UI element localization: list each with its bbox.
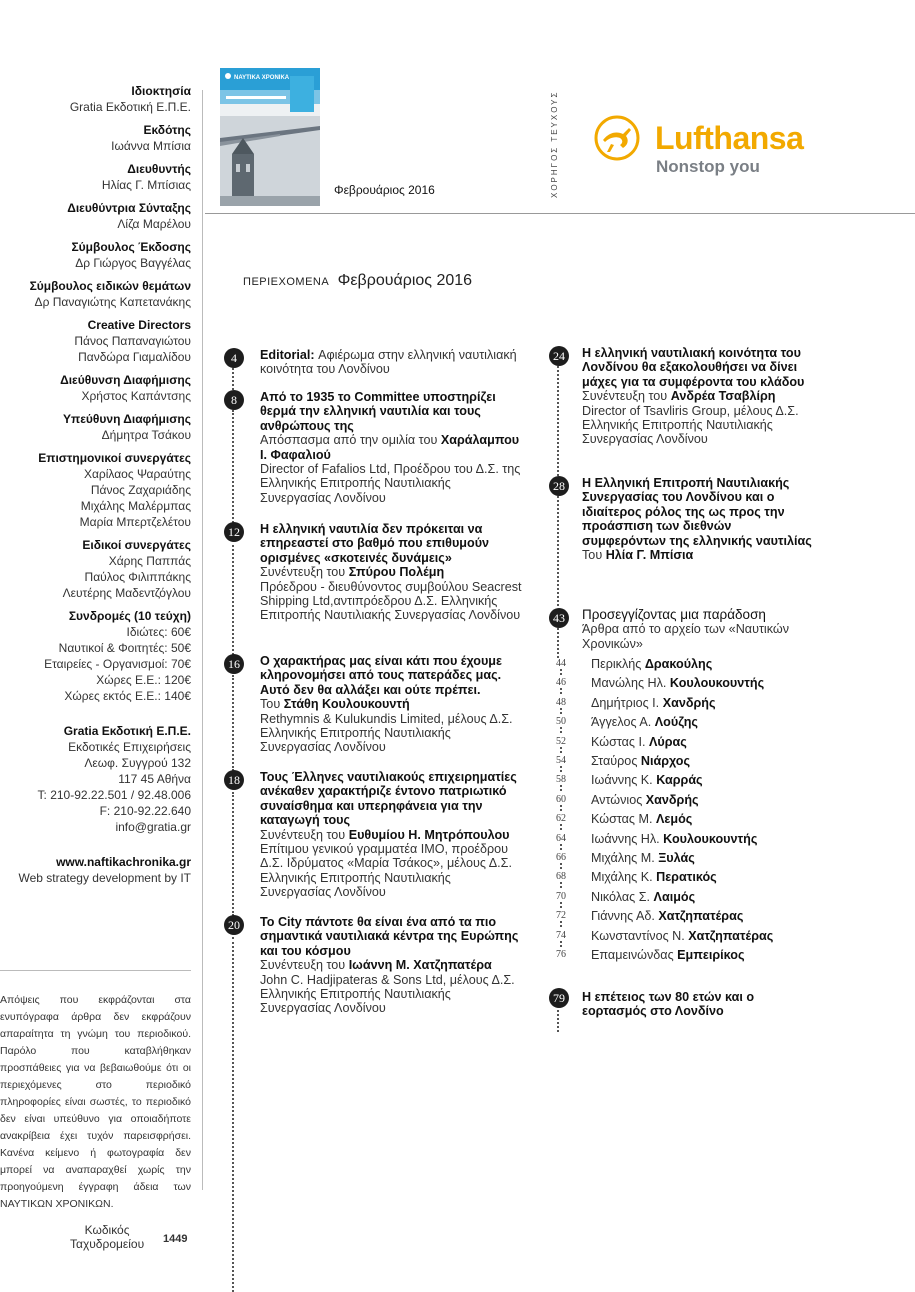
sponsor-brand: Lufthansa bbox=[655, 120, 804, 156]
contents-issue: Φεβρουάριος 2016 bbox=[337, 272, 473, 289]
page-badge: 20 bbox=[224, 915, 244, 935]
toc-entry-affiliation: Rethymnis & Kulukundis Limited, μέλους Δ.Σ. Ελληνικής Επιτροπής Ναυτιλιακής Συνεργασίας Λονδίνου bbox=[260, 711, 513, 755]
archive-page-number: 52 bbox=[556, 735, 566, 747]
archive-author[interactable] bbox=[591, 793, 699, 807]
masthead bbox=[0, 84, 191, 894]
author-first-name: Μιχάλης Μ. bbox=[591, 851, 659, 865]
masthead-role: Σύμβουλος ειδικών θεμάτων bbox=[29, 279, 191, 293]
toc-entry-byline bbox=[260, 958, 525, 972]
dotted-rule bbox=[560, 863, 562, 869]
publisher-line: 117 45 Αθήνα bbox=[118, 772, 191, 786]
masthead-name: Πάνος Παπαναγιώτου bbox=[74, 334, 191, 348]
author-first-name: Νικόλας Σ. bbox=[591, 889, 654, 904]
toc-entry[interactable] bbox=[582, 346, 817, 447]
cover-masthead: ΝΑΥΤΙΚΑ ΧΡΟΝΙΚΑ bbox=[234, 75, 290, 81]
publisher-name: Gratia Εκδοτική Ε.Π.Ε. bbox=[63, 724, 191, 738]
masthead-name: Μαρία Μπερτζελέτου bbox=[79, 515, 191, 529]
byline-person: Ιωάννη Μ. Χατζηπατέρα bbox=[348, 958, 492, 973]
dotted-rule bbox=[560, 902, 562, 908]
dotted-rule bbox=[557, 1010, 559, 1032]
masthead-name: Χώρες Ε.Ε.: 120€ bbox=[96, 673, 191, 687]
toc-entry-title: Προσεγγίζοντας μια παράδοση bbox=[582, 607, 766, 622]
dotted-rule bbox=[560, 669, 562, 675]
byline-prefix: Του bbox=[582, 548, 606, 563]
author-last-name: Κουλουκουντής bbox=[663, 831, 758, 846]
masthead-name: Χρήστος Καπάντσης bbox=[81, 389, 191, 403]
dotted-rule bbox=[232, 545, 234, 655]
author-first-name: Γιάννης Αδ. bbox=[591, 909, 659, 924]
archive-author[interactable] bbox=[591, 812, 692, 826]
dotted-rule bbox=[560, 921, 562, 927]
author-last-name: Κουλουκουντής bbox=[669, 676, 765, 691]
masthead-block bbox=[0, 373, 191, 404]
masthead-name: Ιδιώτες: 60€ bbox=[126, 625, 191, 639]
author-first-name: Δημήτριος Ι. bbox=[591, 695, 663, 710]
archive-author[interactable] bbox=[591, 948, 745, 962]
dotted-rule bbox=[560, 785, 562, 791]
author-last-name: Καρράς bbox=[656, 773, 703, 788]
toc-entry-headline: Η επέτειος των 80 ετών και ο εορτασμός στο Λονδίνο bbox=[582, 990, 755, 1019]
toc-entry-affiliation: Επίτιμου γενικού γραμματέα ΙΜΟ, προέδρου Δ.Σ. Ιδρύματος «Μαρία Τσάκος», μέλους Δ.Σ. Ελληνικής Επιτροπής Ναυτιλιακής Συνεργασίας Λονδίνου bbox=[260, 842, 512, 900]
archive-author[interactable] bbox=[591, 696, 716, 710]
contents-label: ΠΕΡΙΕΧΟΜΕΝΑ bbox=[243, 276, 330, 288]
page-badge: 28 bbox=[549, 476, 569, 496]
archive-author[interactable] bbox=[591, 851, 695, 865]
masthead-role: Συνδρομές (10 τεύχη) bbox=[68, 609, 191, 623]
page-badge: 43 bbox=[549, 608, 569, 628]
postal-code-number: 1449 bbox=[163, 1233, 188, 1245]
author-first-name: Περικλής bbox=[591, 657, 645, 671]
masthead-name: Δήμητρα Τσάκου bbox=[101, 428, 191, 442]
author-last-name: Λαιμός bbox=[653, 889, 696, 904]
dotted-rule bbox=[560, 844, 562, 850]
archive-author[interactable] bbox=[591, 715, 698, 729]
toc-entry-subtitle: Άρθρα από το αρχείο των «Ναυτικών Χρονικών» bbox=[582, 622, 789, 651]
masthead-name: Εταιρείες - Οργανισμοί: 70€ bbox=[44, 657, 191, 671]
masthead-name: Παύλος Φιλιππάκης bbox=[84, 570, 191, 584]
toc-entry-headline: Η ελληνική ναυτιλία δεν πρόκειται να επηρεαστεί στο βαθμό που επιθυμούν ορισμένες «σκοτεινές δυνάμεις» bbox=[260, 522, 490, 565]
byline-prefix: Συνέντευξη του bbox=[582, 389, 671, 404]
toc-entry[interactable] bbox=[260, 770, 525, 900]
masthead-role: Διευθύντρια Σύνταξης bbox=[67, 201, 191, 215]
byline-person: Σπύρου Πολέμη bbox=[348, 565, 445, 580]
author-last-name: Χατζηπατέρας bbox=[658, 909, 744, 924]
toc-entry-affiliation: Director of Tsavliris Group, μέλους Δ.Σ. Ελληνικής Επιτροπής Ναυτιλιακής Συνεργασίας Λονδίνου bbox=[582, 403, 799, 447]
masthead-role: Ιδιοκτησία bbox=[131, 84, 191, 98]
archive-author[interactable] bbox=[591, 735, 687, 749]
toc-entry-byline bbox=[260, 697, 525, 711]
archive-page-number: 66 bbox=[556, 852, 566, 863]
dotted-rule bbox=[232, 410, 234, 526]
masthead-name: Λίζα Μαρέλου bbox=[117, 217, 191, 231]
page-badge: 18 bbox=[224, 770, 244, 790]
toc-entry-label: Editorial: bbox=[260, 348, 319, 362]
toc-entry[interactable] bbox=[260, 654, 525, 755]
publisher-line: info@gratia.gr bbox=[115, 820, 191, 834]
toc-entry[interactable] bbox=[582, 608, 817, 651]
toc-entry[interactable] bbox=[260, 390, 525, 505]
web-credit: Web strategy development by IT bbox=[18, 871, 191, 885]
author-last-name: Εμπειρίκος bbox=[677, 948, 745, 962]
toc-entry-affiliation: Director of Fafalios Ltd, Προέδρου του Δ.Σ. της Ελληνικής Επιτροπής Ναυτιλιακής Συνεργασίας Λονδίνου bbox=[260, 462, 521, 505]
toc-entry-headline: Το City πάντοτε θα είναι ένα από τα πιο σημαντικά ναυτιλιακά κέντρα της Ευρώπης και του κόσμου bbox=[260, 915, 519, 958]
sponsor-label: ΧΟΡΗΓΟΣ ΤΕΥΧΟΥΣ bbox=[550, 90, 559, 198]
sponsor-tagline: Nonstop you bbox=[656, 157, 760, 176]
page-badge: 12 bbox=[224, 522, 244, 542]
toc-entry-headline: Από το 1935 το Committee υποστηρίζει θερμά την ελληνική ναυτιλία και τους ανθρώπους της bbox=[260, 390, 496, 433]
dotted-rule bbox=[557, 366, 559, 476]
archive-page-number: 48 bbox=[556, 696, 566, 708]
masthead-name: Χαρίλαος Ψαραύτης bbox=[83, 467, 191, 481]
dotted-rule bbox=[557, 628, 559, 658]
masthead-role: Ειδικοί συνεργάτες bbox=[82, 538, 191, 552]
dotted-rule bbox=[560, 747, 562, 753]
masthead-block bbox=[0, 162, 191, 193]
dotted-rule bbox=[557, 496, 559, 606]
archive-author[interactable] bbox=[591, 890, 695, 904]
author-last-name: Λούζης bbox=[654, 715, 698, 730]
archive-page-number: 76 bbox=[556, 949, 566, 960]
archive-author[interactable] bbox=[591, 676, 764, 690]
archive-page-number: 58 bbox=[556, 774, 566, 786]
archive-author[interactable] bbox=[591, 870, 717, 884]
archive-page-number: 62 bbox=[556, 813, 566, 825]
archive-author[interactable] bbox=[591, 657, 712, 671]
postal-code-label: Κωδικός Ταχυδρομείου bbox=[70, 1223, 145, 1251]
dotted-rule bbox=[560, 941, 562, 947]
web-block bbox=[0, 855, 191, 886]
masthead-role: Υπεύθυνη Διαφήμισης bbox=[63, 412, 191, 426]
byline-person: Ανδρέα Τσαβλίρη bbox=[670, 389, 776, 404]
masthead-name: Ηλίας Γ. Μπίσιας bbox=[101, 178, 191, 192]
masthead-role: Creative Directors bbox=[87, 318, 191, 332]
archive-page-number: 50 bbox=[556, 716, 566, 728]
byline-prefix: Απόσπασμα από την ομιλία του bbox=[260, 433, 441, 448]
author-last-name: Λύρας bbox=[649, 734, 687, 749]
author-first-name: Επαμεινώνδας bbox=[591, 948, 678, 962]
toc-entry-affiliation: Πρόεδρου - διευθύνοντος συμβούλου Seacrest Shipping Ltd,αντιπρόεδρου Δ.Σ. Ελληνικής Επιτροπής Ναυτιλιακής Συνεργασίας Λονδίνου bbox=[260, 579, 522, 623]
toc-entry-headline: Η ελληνική ναυτιλιακή κοινότητα του Λονδίνου θα εξακολουθήσει να δίνει μάχες για τα συμφέροντα του κλάδου bbox=[582, 346, 805, 389]
toc-entry-byline bbox=[582, 548, 817, 562]
toc-entry-byline bbox=[582, 389, 817, 403]
masthead-block bbox=[0, 279, 191, 310]
byline-person: Ευθυμίου Η. Μητρόπουλου bbox=[348, 827, 510, 842]
dotted-rule bbox=[232, 675, 234, 771]
masthead-block bbox=[0, 318, 191, 365]
masthead-block bbox=[0, 123, 191, 154]
archive-author[interactable] bbox=[591, 909, 743, 923]
publisher-line: T: 210-92.22.501 / 92.48.006 bbox=[37, 788, 191, 802]
author-first-name: Άγγελος Α. bbox=[591, 715, 655, 730]
dotted-rule bbox=[232, 937, 234, 1292]
dotted-rule bbox=[560, 766, 562, 772]
archive-page-number: 60 bbox=[556, 793, 566, 805]
page-badge: 79 bbox=[549, 988, 569, 1008]
masthead-role: Διευθυντής bbox=[127, 162, 191, 176]
masthead-block bbox=[0, 201, 191, 232]
dotted-rule bbox=[560, 824, 562, 830]
contents-heading bbox=[243, 272, 472, 290]
author-last-name: Χανδρής bbox=[662, 695, 716, 710]
masthead-role: Επιστημονικοί συνεργάτες bbox=[38, 451, 191, 465]
byline-person: Χαράλαμπου Ι. Φαφαλιού bbox=[260, 433, 520, 462]
archive-page-number: 64 bbox=[556, 832, 566, 844]
masthead-name: Δρ Γιώργος Βαγγέλας bbox=[75, 256, 191, 270]
archive-author[interactable] bbox=[591, 832, 757, 846]
masthead-name: Λευτέρης Μαδεντζόγλου bbox=[62, 586, 191, 600]
author-first-name: Αντώνιος bbox=[591, 792, 646, 807]
masthead-name: Ναυτικοί & Φοιτητές: 50€ bbox=[58, 641, 191, 655]
toc-entry[interactable] bbox=[260, 522, 525, 623]
toc-entry-title: Αφιέρωμα στην ελληνική ναυτιλιακή κοινότητα του Λονδίνου bbox=[260, 348, 517, 377]
sidebar-rule bbox=[0, 970, 191, 971]
byline-person: Ηλία Γ. Μπίσια bbox=[605, 548, 694, 563]
publisher-line: Λεωφ. Συγγρού 132 bbox=[84, 756, 191, 770]
masthead-name: Χώρες εκτός Ε.Ε.: 140€ bbox=[64, 689, 191, 703]
page-badge: 24 bbox=[549, 346, 569, 366]
archive-author[interactable] bbox=[591, 754, 690, 768]
masthead-name: Χάρης Παππάς bbox=[108, 554, 191, 568]
dotted-rule bbox=[232, 792, 234, 916]
toc-entry-byline bbox=[260, 828, 525, 842]
masthead-role: Σύμβουλος Έκδοσης bbox=[71, 240, 191, 254]
publisher-line: Εκδοτικές Επιχειρήσεις bbox=[68, 740, 191, 754]
masthead-name: Πάνος Ζαχαριάδης bbox=[90, 483, 191, 497]
masthead-name: Πανδώρα Γιαμαλίδου bbox=[78, 350, 191, 364]
archive-page-number: 70 bbox=[556, 890, 566, 902]
dotted-rule bbox=[560, 708, 562, 714]
masthead-block bbox=[0, 412, 191, 443]
column-divider bbox=[202, 90, 203, 1190]
toc-entry[interactable] bbox=[260, 348, 525, 377]
author-last-name: Ξυλάς bbox=[658, 851, 695, 865]
website-link[interactable]: www.naftikachronika.gr bbox=[56, 855, 191, 869]
lufthansa-crane-icon bbox=[593, 114, 641, 162]
toc-entry[interactable] bbox=[582, 990, 817, 1019]
page-badge: 8 bbox=[224, 390, 244, 410]
toc-entry-headline: Τους Έλληνες ναυτιλιακούς επιχειρηματίες ανέκαθεν χαρακτήριζε έντονο πατριωτικό συναίσθημα και υπερηφάνεια για την καταγωγή τους bbox=[260, 770, 517, 828]
archive-page-number: 54 bbox=[556, 755, 566, 766]
magazine-cover-image bbox=[220, 68, 320, 206]
publisher-block bbox=[0, 724, 191, 835]
author-last-name: Νιάρχος bbox=[640, 754, 691, 768]
dotted-rule bbox=[560, 727, 562, 733]
toc-entry-headline: Ο χαρακτήρας μας είναι κάτι που έχουμε κληρονομήσει από τους πατεράδες μας. Αυτό δεν θα αλλάξει και ούτε πρέπει. bbox=[260, 654, 502, 697]
header-rule bbox=[205, 213, 915, 214]
author-first-name: Κωνσταντίνος Ν. bbox=[591, 928, 689, 943]
masthead-name: Gratia Εκδοτική Ε.Π.Ε. bbox=[69, 100, 191, 114]
author-last-name: Χατζηπατέρας bbox=[688, 928, 774, 943]
author-last-name: Περατικός bbox=[656, 870, 717, 885]
dotted-rule bbox=[560, 688, 562, 694]
author-last-name: Λεμός bbox=[656, 812, 693, 827]
masthead-name: Ιωάννα Μπίσια bbox=[111, 139, 191, 153]
toc-entry-byline bbox=[260, 565, 525, 579]
author-first-name: Μανώλης Ηλ. bbox=[591, 676, 670, 691]
author-first-name: Κώστας Ι. bbox=[591, 734, 649, 749]
author-first-name: Μιχάλης Κ. bbox=[591, 870, 657, 885]
archive-page-number: 74 bbox=[556, 929, 566, 941]
masthead-block bbox=[0, 84, 191, 115]
masthead-block bbox=[0, 451, 191, 530]
publisher-line: F: 210-92.22.640 bbox=[99, 804, 191, 818]
archive-author[interactable] bbox=[591, 773, 703, 787]
masthead-block bbox=[0, 538, 191, 601]
archive-page-number: 72 bbox=[556, 910, 566, 922]
author-first-name: Κώστας Μ. bbox=[591, 812, 656, 827]
archive-page-number: 44 bbox=[556, 658, 566, 669]
byline-person: Στάθη Κουλουκουντή bbox=[283, 697, 410, 712]
masthead-block bbox=[0, 240, 191, 271]
archive-page-number: 68 bbox=[556, 871, 566, 883]
archive-page-number: 46 bbox=[556, 677, 566, 689]
page-badge: 4 bbox=[224, 348, 244, 368]
page-badge: 16 bbox=[224, 654, 244, 674]
toc-entry-byline bbox=[260, 433, 525, 462]
masthead-block bbox=[0, 609, 191, 704]
masthead-role: Διεύθυνση Διαφήμισης bbox=[60, 373, 191, 387]
author-last-name: Χανδρής bbox=[645, 792, 699, 807]
author-last-name: Δρακούλης bbox=[644, 657, 713, 671]
masthead-name: Μιχάλης Μαλέρμπας bbox=[80, 499, 191, 513]
cover-date: Φεβρουάριος 2016 bbox=[334, 183, 435, 197]
byline-prefix: Συνέντευξη του bbox=[260, 565, 349, 580]
author-first-name: Ιωάννης Ηλ. bbox=[591, 831, 664, 846]
disclaimer-text: Απόψεις που εκφράζονται στα ενυπόγραφα άρθρα δεν εκφράζουν απαραίτητα τη γνώμη του περιοδικού. Παρόλο που καταβλήθηκαν προσπάθειες για να βεβαιωθούμε ότι οι περιεχόμενες στο περιοδικό πληροφορίες είναι σωστές, το περιοδικό δεν είναι υπεύθυνο για οποιαδήποτε ανακρίβεια έχει τυχόν παρεισφρήσει. Κανένα κείμενο ή φωτογραφία δεν μπορεί να αναπαραχθεί χωρίς την προηγούμενη έγγραφη άδεια των ΝΑΥΤΙΚΩΝ ΧΡΟΝΙΚΩΝ. bbox=[0, 994, 191, 1210]
toc-entry[interactable] bbox=[260, 915, 525, 1016]
masthead-name: Δρ Παναγιώτης Καπετανάκης bbox=[34, 295, 191, 309]
masthead-role: Εκδότης bbox=[143, 123, 191, 137]
toc-entry[interactable] bbox=[582, 476, 817, 562]
byline-prefix: Συνέντευξη του bbox=[260, 958, 349, 973]
byline-prefix: Συνέντευξη του bbox=[260, 827, 349, 842]
byline-prefix: Του bbox=[260, 697, 284, 712]
author-first-name: Σταύρος bbox=[591, 754, 641, 768]
dotted-rule bbox=[560, 805, 562, 811]
dotted-rule bbox=[560, 882, 562, 888]
archive-author[interactable] bbox=[591, 929, 773, 943]
author-first-name: Ιωάννης Κ. bbox=[591, 773, 657, 788]
toc-entry-affiliation: John C. Hadjipateras & Sons Ltd, μέλους Δ.Σ. Ελληνικής Επιτροπής Ναυτιλιακής Συνεργασίας Λονδίνου bbox=[260, 972, 515, 1016]
toc-entry-headline: Η Ελληνική Επιτροπή Ναυτιλιακής Συνεργασίας του Λονδίνου και ο ιδιαίτερος ρόλος της ως προς την προάσπιση των διεθνών συμφερόντων της ελληνικής ναυτιλίας bbox=[582, 476, 812, 548]
